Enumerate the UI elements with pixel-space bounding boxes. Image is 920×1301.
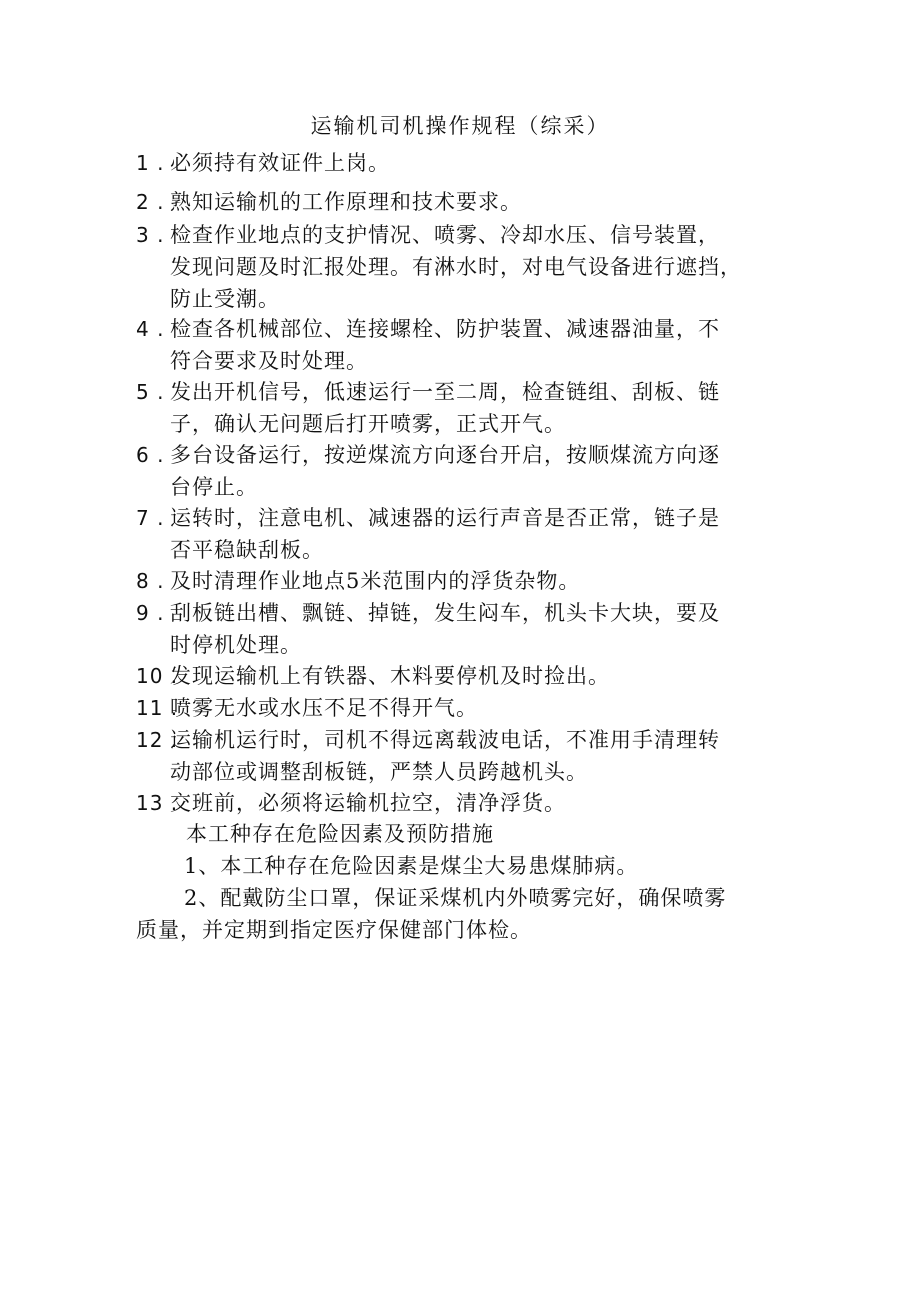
list-item [136, 439, 796, 503]
list-item [136, 376, 796, 440]
item-line: 台停止。 [170, 475, 258, 499]
item-number: 4 . [136, 317, 165, 341]
item-line: 检查作业地点的支护情况、喷雾、冷却水压、信号装置， [170, 223, 720, 247]
item-number: 12 . [136, 728, 179, 752]
paragraph-line: 2、配戴防尘口罩，保证采煤机内外喷雾完好，确保喷雾 [184, 886, 727, 910]
item-number: 8 . [136, 569, 165, 593]
item-number: 5 . [136, 380, 165, 404]
item-number: 1 . [136, 151, 165, 175]
list-item [136, 502, 796, 566]
list-item [136, 787, 796, 819]
list-item [136, 186, 796, 218]
item-line: 必须持有效证件上岗。 [170, 151, 390, 175]
list-item [136, 724, 796, 788]
item-number: 9 . [136, 601, 165, 625]
document-title: 运输机司机操作规程（综采） [310, 114, 610, 138]
item-line: 符合要求及时处理。 [170, 349, 368, 373]
item-line: 交班前，必须将运输机拉空，清净浮货。 [170, 791, 566, 815]
item-line: 及时清理作业地点5米范围内的浮货杂物。 [170, 569, 581, 593]
paragraph [136, 882, 796, 946]
item-number: 6 . [136, 443, 165, 467]
section-title: 本工种存在危险因素及预防措施 [186, 822, 494, 846]
item-line: 否平稳缺刮板。 [170, 538, 324, 562]
item-number: 7 . [136, 506, 165, 530]
item-line: 防止受潮。 [170, 287, 280, 311]
item-line: 运输机运行时，司机不得远离载波电话，不准用手清理转 [170, 728, 720, 752]
item-line: 刮板链出槽、飘链、掉链，发生闷车，机头卡大块，要及 [170, 601, 720, 625]
paragraph [136, 850, 796, 882]
item-line: 子，确认无问题后打开喷雾，正式开气。 [170, 412, 566, 436]
item-line: 熟知运输机的工作原理和技术要求。 [170, 190, 522, 214]
item-line: 运转时，注意电机、减速器的运行声音是否正常，链子是 [170, 506, 720, 530]
item-line: 检查各机械部位、连接螺栓、防护装置、减速器油量，不 [170, 317, 720, 341]
item-line: 动部位或调整刮板链，严禁人员跨越机头。 [170, 760, 588, 784]
list-item [136, 313, 796, 377]
item-number: 2 . [136, 190, 165, 214]
item-number: 10 . [136, 664, 179, 688]
list-item [136, 660, 796, 692]
item-line: 发现问题及时汇报处理。有淋水时，对电气设备进行遮挡， [170, 255, 742, 279]
list-item [136, 147, 796, 179]
list-item [136, 597, 796, 661]
item-line: 多台设备运行，按逆煤流方向逐台开启，按顺煤流方向逐 [170, 443, 720, 467]
item-line: 时停机处理。 [170, 633, 302, 657]
item-line: 发出开机信号，低速运行一至二周，检查链组、刮板、链 [170, 380, 720, 404]
list-item [136, 565, 796, 597]
paragraph-line: 质量，并定期到指定医疗保健部门体检。 [136, 918, 532, 942]
item-line: 发现运输机上有铁器、木料要停机及时捡出。 [170, 664, 610, 688]
list-item [136, 219, 796, 315]
item-line: 喷雾无水或水压不足不得开气。 [170, 696, 478, 720]
item-number: 13 . [136, 791, 179, 815]
list-item [136, 692, 796, 724]
paragraph-line: 1、本工种存在危险因素是煤尘大易患煤肺病。 [184, 854, 639, 878]
item-number: 11 . [136, 696, 179, 720]
item-number: 3 . [136, 223, 165, 247]
